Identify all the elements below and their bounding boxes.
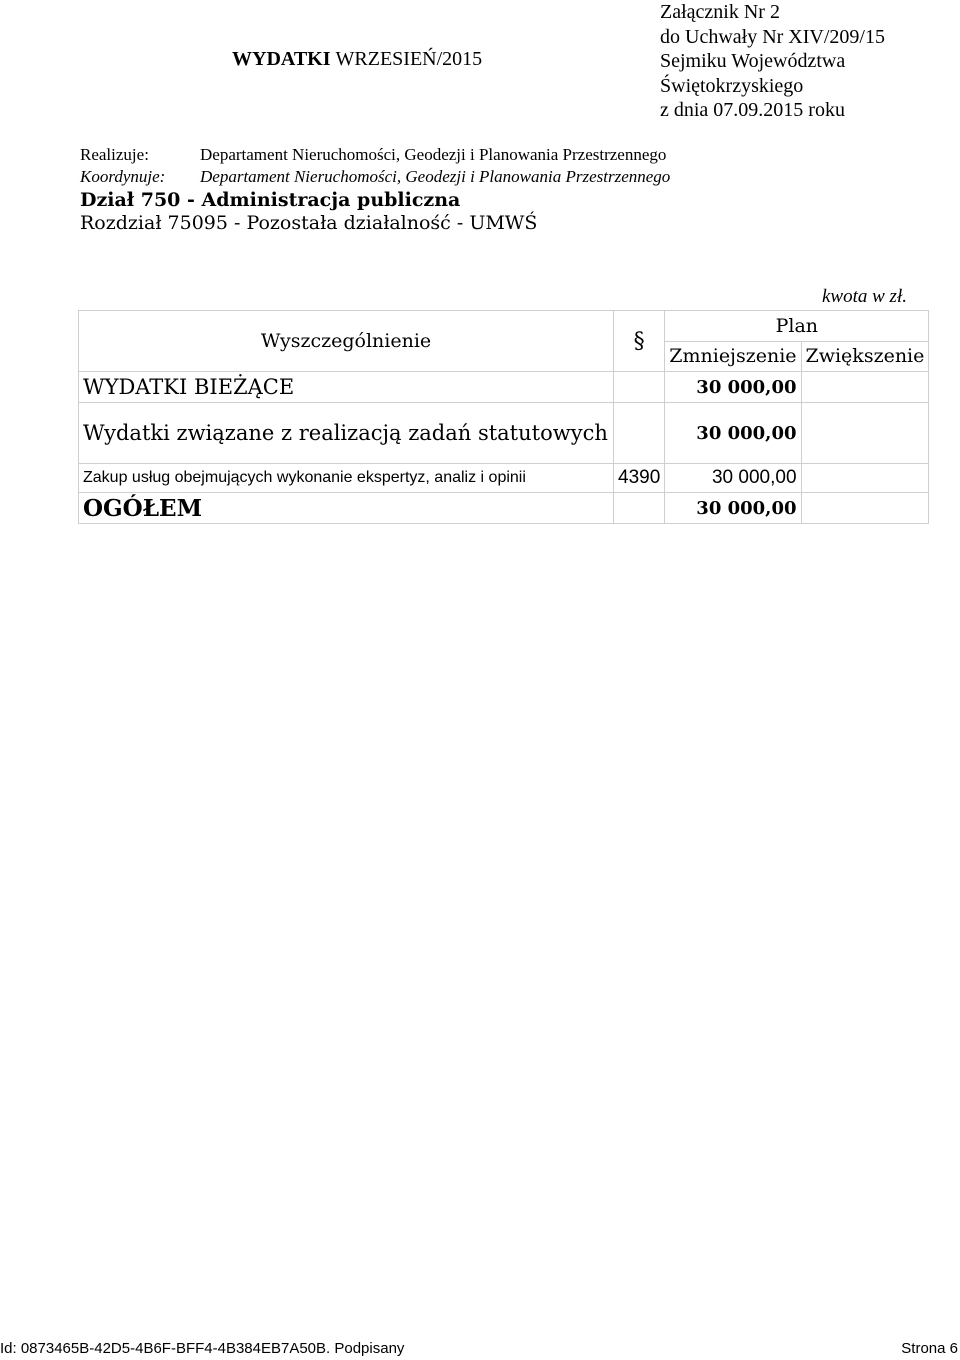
title-period: WRZESIEŃ/2015: [335, 48, 483, 70]
row-increase: [801, 403, 929, 464]
table-header-row: [79, 311, 929, 342]
annex-line: z dnia 07.09.2015 roku: [660, 99, 845, 121]
header-increase: Zwiększenie: [801, 341, 929, 372]
footer-page-number: Strona 6: [901, 1340, 958, 1357]
table-row: [79, 403, 929, 464]
document-title: [232, 48, 482, 71]
table-row: [79, 372, 929, 403]
realizuje-label: Realizuje:: [80, 145, 149, 164]
dzial-heading: Dział 750 - Administracja publiczna: [80, 189, 461, 211]
koordynuje-value: Departament Nieruchomości, Geodezji i Planowania Przestrzennego: [200, 167, 671, 186]
unit-note: kwota w zł.: [822, 286, 907, 307]
row-label: Zakup usług obejmujących wykonanie ekspertyz, analiz i opinii: [79, 464, 614, 493]
annex-line: Świętokrzyskiego: [660, 74, 804, 97]
header-decrease: Zmniejszenie: [665, 341, 801, 372]
budget-table: [78, 310, 929, 524]
row-paragraph: [614, 403, 665, 464]
row-paragraph: 4390: [614, 464, 665, 493]
row-increase: [801, 464, 929, 493]
total-paragraph: [614, 493, 665, 524]
header-paragraph-symbol: §: [614, 311, 665, 372]
row-label: WYDATKI BIEŻĄCE: [79, 372, 614, 403]
realizuje-value: Departament Nieruchomości, Geodezji i Planowania Przestrzennego: [200, 145, 667, 164]
header-plan: Plan: [665, 311, 929, 342]
annex-line: Sejmiku Województwa: [660, 50, 846, 72]
annex-line: Załącznik Nr 2: [660, 1, 780, 23]
row-label: Wydatki związane z realizacją zadań statutowych: [79, 403, 614, 464]
row-paragraph: [614, 372, 665, 403]
total-increase: [801, 493, 929, 524]
row-increase: [801, 372, 929, 403]
annex-line: do Uchwały Nr XIV/209/15: [660, 25, 885, 48]
header-description: Wyszczególnienie: [79, 311, 614, 372]
row-decrease: 30 000,00: [665, 464, 801, 493]
table-total-row: [79, 493, 929, 524]
total-label: OGÓŁEM: [79, 493, 614, 524]
annex-reference: [660, 0, 885, 123]
title-bold: WYDATKI: [232, 48, 331, 70]
row-decrease: 30 000,00: [665, 372, 801, 403]
koordynuje-label: Koordynuje:: [80, 167, 166, 186]
rozdzial-heading: Rozdział 75095 - Pozostała działalność - UMWŚ: [80, 212, 538, 234]
total-decrease: 30 000,00: [665, 493, 801, 524]
table-row: [79, 464, 929, 493]
row-decrease: 30 000,00: [665, 403, 801, 464]
footer-document-id: Id: 0873465B-42D5-4B6F-BFF4-4B384EB7A50B. Podpisany: [0, 1340, 405, 1357]
